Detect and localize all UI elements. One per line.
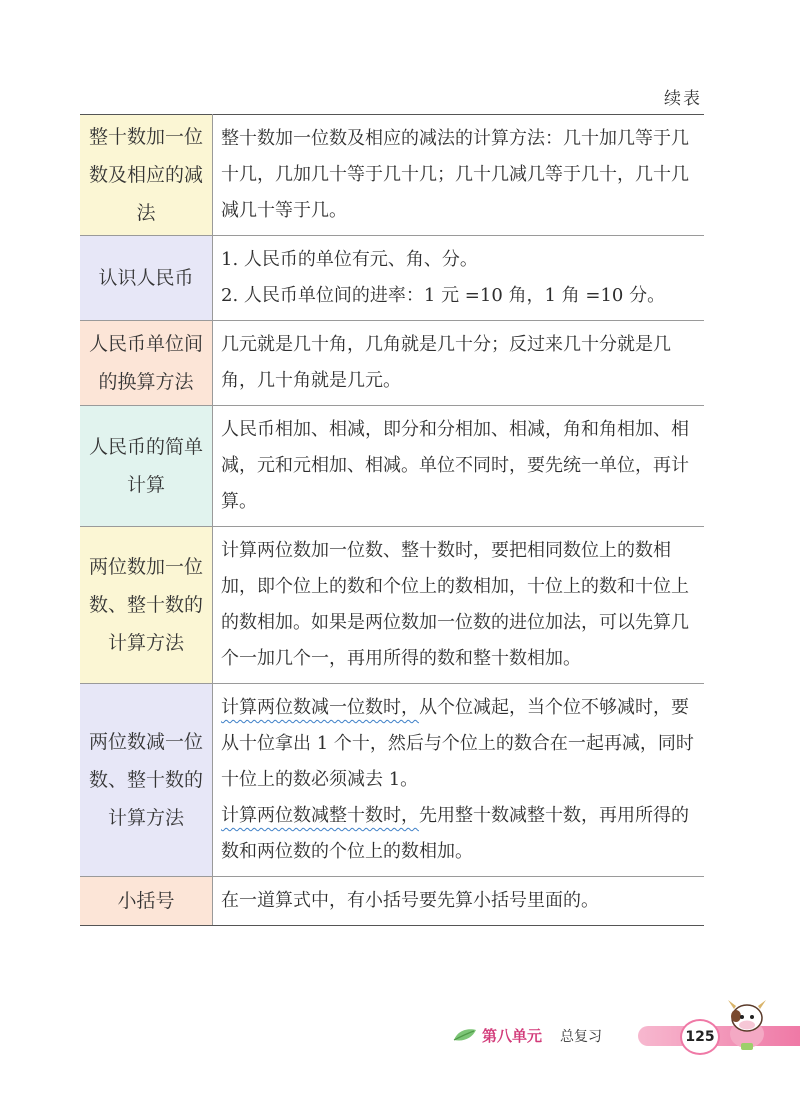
table-row <box>80 115 704 236</box>
summary-table <box>80 114 704 926</box>
content-text-rest: 从个位减起，当个位不够减时，要从十位拿出 1 个十，然后与个位上的数合在一起再减，同时十位上的数必须减去 1。 <box>221 697 694 790</box>
table-row <box>80 527 704 684</box>
table-row <box>80 684 704 877</box>
table-row <box>80 406 704 527</box>
content-cell <box>213 321 705 406</box>
topic-cell: 两位数加一位数、整十数的计算方法 <box>80 527 213 684</box>
table-row <box>80 877 704 926</box>
content-text: 计算两位数加一位数、整十数时，要把相同数位上的数相加，即个位上的数和个位上的数相加，十位上的数和十位上的数相加。如果是两位数加一位数的进位加法，可以先算几个一加几个一，再用所得的数和整十数相加。 <box>221 540 689 669</box>
leaf-icon <box>452 1026 478 1046</box>
topic-cell: 两位数减一位数、整十数的计算方法 <box>80 684 213 877</box>
continued-label: 续表 <box>664 89 702 109</box>
content-cell <box>213 527 705 684</box>
table-row <box>80 321 704 406</box>
content-text: 2. 人民币单位间的进率：1 元 =10 角，1 角 =10 分。 <box>221 285 666 306</box>
key-sentence: 计算两位数减整十数时， <box>221 805 419 826</box>
topic-cell: 小括号 <box>80 877 213 926</box>
page-number: 125 <box>680 1019 720 1055</box>
content-cell <box>213 877 705 926</box>
content-text: 整十数加一位数及相应的减法的计算方法：几十加几等于几十几，几加几十等于几十几；几十几减几等于几十，几十几减几十等于几。 <box>221 128 689 221</box>
table-row <box>80 236 704 321</box>
section-label: 总复习 <box>560 1029 602 1045</box>
topic-cell: 整十数加一位数及相应的减法 <box>80 115 213 236</box>
unit-label: 第八单元 <box>482 1027 543 1045</box>
content-text: 在一道算式中，有小括号要先算小括号里面的。 <box>221 890 599 911</box>
content-text <box>221 798 698 870</box>
cow-mascot-icon <box>714 996 780 1052</box>
content-cell <box>213 406 705 527</box>
topic-cell: 人民币单位间的换算方法 <box>80 321 213 406</box>
content-cell <box>213 236 705 321</box>
topic-cell: 认识人民币 <box>80 236 213 321</box>
content-text: 几元就是几十角，几角就是几十分；反过来几十分就是几角，几十角就是几元。 <box>221 334 671 391</box>
content-text: 人民币相加、相减，即分和分相加、相减，角和角相加、相减，元和元相加、相减。单位不同时，要先统一单位，再计算。 <box>221 419 689 512</box>
topic-cell: 人民币的简单计算 <box>80 406 213 527</box>
content-text <box>221 690 698 798</box>
key-sentence: 计算两位数减一位数时， <box>221 697 419 718</box>
content-text-rest: 先用整十数减整十数，再用所得的数和两位数的个位上的数相加。 <box>221 805 689 862</box>
content-cell <box>213 115 705 236</box>
content-cell <box>213 684 705 877</box>
content-text: 1. 人民币的单位有元、角、分。 <box>221 249 478 270</box>
